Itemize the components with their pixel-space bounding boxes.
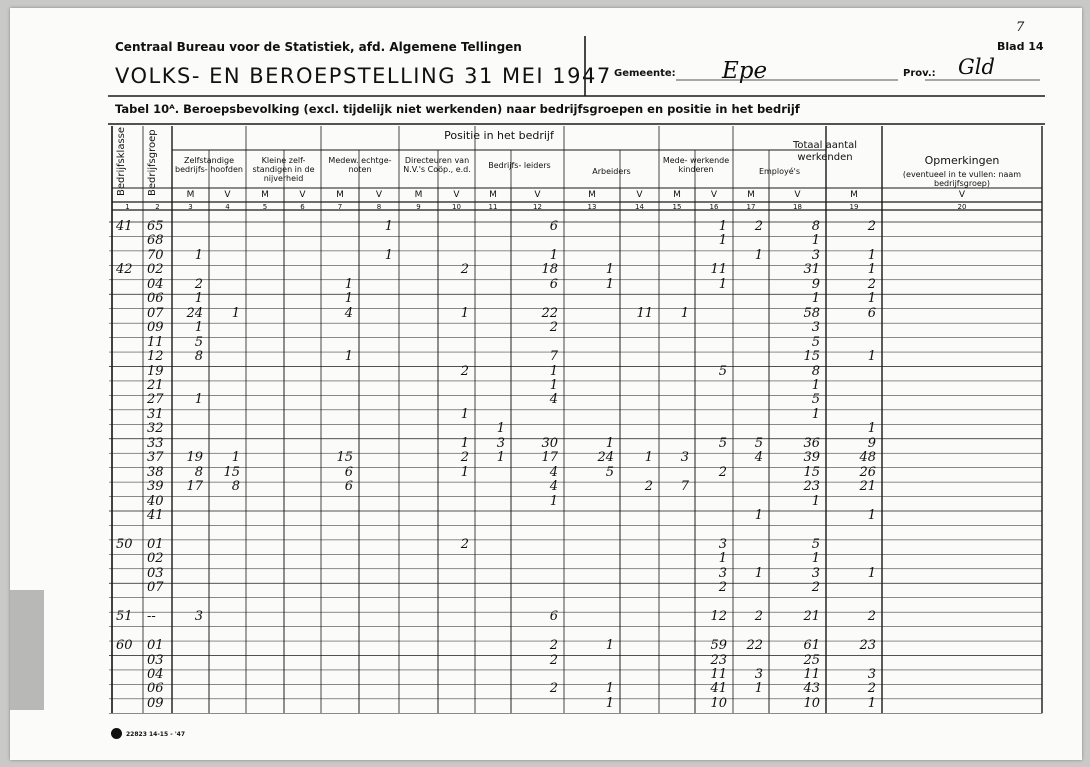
table-cell: 1 xyxy=(811,377,820,393)
table-cell: 1 xyxy=(344,349,353,365)
v-label: V xyxy=(299,190,306,200)
bedrijfsgroep-value: 06 xyxy=(147,291,164,307)
table-cell: 1 xyxy=(460,435,469,451)
bedrijfsgroep-value: 65 xyxy=(147,219,164,234)
table-cell: 2 xyxy=(460,262,469,278)
bedrijfsgroep-value: 33 xyxy=(147,435,164,451)
positie-header: Positie in het bedrijf xyxy=(444,129,554,142)
table-cell: 1 xyxy=(811,291,820,307)
bureau-line: Centraal Bureau voor de Statistiek, afd. Algemene Tellingen xyxy=(115,40,522,54)
table-cell: 9 xyxy=(811,276,820,292)
table-cell: 22 xyxy=(746,638,763,654)
table-cell: 11 xyxy=(710,262,727,278)
table-cell: 2 xyxy=(460,450,469,466)
table-cell: 3 xyxy=(811,565,820,581)
v-label: V xyxy=(375,190,383,200)
table-cell: 43 xyxy=(803,681,820,697)
table-cell: 1 xyxy=(344,291,353,307)
table-title: Tabel 10ᴬ. Beroepsbevolking (excl. tijdelijk niet werkenden) naar bedrijfsgroepen en positie in het bedrijf xyxy=(115,102,800,116)
bedrijfsgroep-value: 09 xyxy=(147,320,164,336)
table-cell: 25 xyxy=(803,652,820,668)
table-cell: 15 xyxy=(336,450,353,466)
print-code: 22823 14-15 - '47 xyxy=(126,731,186,738)
bedrijfsklasse-value: 42 xyxy=(116,262,133,278)
table-cell: 2 xyxy=(867,681,876,697)
v-label: V xyxy=(710,190,718,200)
table-cell: 2 xyxy=(867,609,876,625)
v-label: V xyxy=(453,190,460,200)
m-label: M xyxy=(850,190,858,200)
bedrijfsgroep-value: 40 xyxy=(147,493,164,509)
table-cell: 41 xyxy=(710,681,727,697)
employes-header: Employé's xyxy=(758,167,801,176)
table-cell: 2 xyxy=(867,219,876,234)
bedrijfsgroep-value: 19 xyxy=(147,363,164,379)
table-cell: 1 xyxy=(549,363,558,379)
column-number: 4 xyxy=(225,203,230,211)
table-cell: 10 xyxy=(710,695,727,711)
bedrijfsklasse-value: 50 xyxy=(116,536,133,552)
table-cell: 2 xyxy=(460,536,469,552)
table-cell: 15 xyxy=(803,349,820,365)
m-label: M xyxy=(261,190,269,200)
table-cell: 1 xyxy=(718,233,727,249)
table-cell: 6 xyxy=(344,479,353,495)
table-cell: 6 xyxy=(549,276,558,292)
table-cell: 2 xyxy=(754,609,763,625)
v-label: V xyxy=(534,190,541,200)
table-cell: 1 xyxy=(718,551,727,567)
table-cell: 36 xyxy=(803,435,820,451)
arbeiders-header: Arbeiders xyxy=(592,167,631,176)
table-cell: 18 xyxy=(541,262,558,278)
table-cell: 4 xyxy=(549,392,558,408)
table-cell: 6 xyxy=(549,219,558,234)
table-cell: 1 xyxy=(867,695,876,711)
table-cell: 5 xyxy=(754,435,763,451)
table-cell: 11 xyxy=(710,666,727,682)
m-label: M xyxy=(588,190,596,200)
kleine-header: Kleine zelf- standigen in de nijverheid xyxy=(252,156,315,183)
table-cell: 3 xyxy=(718,565,727,581)
bedrijfsgroep-value: 70 xyxy=(147,247,164,263)
bedrijfsgroep-value: 04 xyxy=(147,276,164,292)
bedrijfsgroep-value: 09 xyxy=(147,695,164,711)
table-cell: 1 xyxy=(194,320,203,336)
table-cell: 1 xyxy=(460,464,469,480)
table-cell: 5 xyxy=(605,464,614,480)
m-label: M xyxy=(186,190,195,200)
bedrijfsgroep-value: 32 xyxy=(147,421,164,437)
table-cell: 2 xyxy=(644,479,653,495)
table-cell: 22 xyxy=(541,305,558,321)
bedrijfsgroep-value: 21 xyxy=(147,377,164,393)
bedrijfsgroep-value: 27 xyxy=(147,392,164,408)
column-number: 7 xyxy=(337,203,343,211)
bedrijfsgroep-value: 41 xyxy=(147,508,164,523)
table-cell: 1 xyxy=(680,305,689,321)
bedrijfsgroep-value: 07 xyxy=(147,580,164,596)
table-cell: 5 xyxy=(718,363,727,379)
table-cell: 1 xyxy=(754,247,763,263)
census-title: VOLKS- EN BEROEPSTELLING 31 MEI 1947 xyxy=(115,64,612,88)
gemeente-label: Gemeente: xyxy=(614,68,676,79)
m-label: M xyxy=(747,190,755,200)
bedrijfsklasse-value: 51 xyxy=(116,609,133,625)
table-cell: 48 xyxy=(859,450,876,466)
totaal-header: Totaal aantal werkenden xyxy=(792,140,858,163)
table-cell: 4 xyxy=(549,464,558,480)
gemeente-value: Epe xyxy=(722,58,768,84)
column-number: 16 xyxy=(709,203,719,211)
bedrijfsgroep-value: 39 xyxy=(147,479,164,495)
prov-value: Gld xyxy=(958,55,995,79)
table-cell: 21 xyxy=(803,609,820,625)
bedrijfsgroep-value: 31 xyxy=(147,406,164,422)
table-cell: 3 xyxy=(194,609,203,625)
bedrijfsgroep-value: 03 xyxy=(147,652,164,668)
table-cell: 1 xyxy=(867,291,876,307)
table-cell: 1 xyxy=(194,247,203,263)
bedrijfsgroep-value: 68 xyxy=(147,233,164,249)
table-cell: 2 xyxy=(549,638,558,654)
table-cell: 6 xyxy=(867,305,876,321)
table-cell: 1 xyxy=(605,276,614,292)
table-cell: 31 xyxy=(803,262,820,278)
column-number: 2 xyxy=(155,203,160,211)
bedrijfsgroep-value: -- xyxy=(147,609,156,625)
table-cell: 4 xyxy=(754,450,763,466)
table-cell: 11 xyxy=(803,666,820,682)
table-cell: 39 xyxy=(803,450,820,466)
blad-mark: 7 xyxy=(1016,20,1025,35)
table-cell: 1 xyxy=(811,493,820,509)
column-number: 6 xyxy=(300,203,305,211)
column-number: 17 xyxy=(746,203,756,211)
table-cell: 2 xyxy=(867,276,876,292)
bedrijfsgroep-value: 12 xyxy=(147,349,164,365)
bedrijfsgroep-value: 37 xyxy=(147,450,164,466)
column-number: 9 xyxy=(416,203,421,211)
table-cell: 8 xyxy=(231,479,240,495)
table-cell: 4 xyxy=(344,305,353,321)
table-cell: 2 xyxy=(811,580,820,596)
table-cell: 10 xyxy=(803,695,820,711)
table-cell: 21 xyxy=(859,479,876,495)
table-cell: 2 xyxy=(718,580,727,596)
table-cell: 1 xyxy=(867,262,876,278)
table-cell: 3 xyxy=(680,450,689,466)
table-cell: 7 xyxy=(549,349,558,365)
m-label: M xyxy=(489,190,497,200)
printer-logo-icon xyxy=(111,728,122,739)
table-cell: 1 xyxy=(754,508,763,523)
v-label: V xyxy=(224,190,231,200)
table-cell: 30 xyxy=(541,435,558,451)
table-cell: 1 xyxy=(194,392,203,408)
bedrijfsklasse-header: Bedrijfsklasse xyxy=(116,126,127,196)
table-cell: 58 xyxy=(803,305,820,321)
table-cell: 17 xyxy=(541,450,558,466)
table-cell: 8 xyxy=(194,464,203,480)
table-cell: 1 xyxy=(867,247,876,263)
table-cell: 8 xyxy=(811,363,820,379)
table-cell: 2 xyxy=(194,276,203,292)
table-cell: 1 xyxy=(644,450,653,466)
column-number: 20 xyxy=(957,203,967,211)
bedrijfsgroep-value: 02 xyxy=(147,262,164,278)
m-label: M xyxy=(673,190,681,200)
bedrijfsgroep-value: 04 xyxy=(147,666,164,682)
table-cell: 9 xyxy=(867,435,876,451)
table-cell: 2 xyxy=(549,320,558,336)
table-cell: 1 xyxy=(867,349,876,365)
table-cell: 1 xyxy=(194,291,203,307)
table-cell: 1 xyxy=(384,219,393,234)
table-cell: 3 xyxy=(754,666,763,682)
bedrijfsgroep-value: 01 xyxy=(147,638,164,654)
prov-label: Prov.: xyxy=(903,68,936,79)
bedrijfsgroep-header: Bedrijfsgroep xyxy=(147,129,158,196)
table-cell: 12 xyxy=(710,609,727,625)
table-cell: 1 xyxy=(460,406,469,422)
table-cell: 17 xyxy=(186,479,203,495)
bedrijfsgroep-value: 07 xyxy=(147,305,164,321)
table-cell: 5 xyxy=(811,536,820,552)
table-cell: 4 xyxy=(549,479,558,495)
table-cell: 1 xyxy=(605,262,614,278)
table-cell: 11 xyxy=(636,305,653,321)
table-cell: 1 xyxy=(718,219,727,234)
bedrijfsgroep-value: 02 xyxy=(147,551,164,567)
table-cell: 24 xyxy=(597,450,614,466)
table-cell: 1 xyxy=(549,247,558,263)
table-cell: 23 xyxy=(803,479,820,495)
v-label: V xyxy=(958,190,966,200)
bedrijfsgroep-value: 06 xyxy=(147,681,164,697)
table-cell: 59 xyxy=(710,638,727,654)
table-cell: 1 xyxy=(867,565,876,581)
column-number: 15 xyxy=(672,203,682,211)
opmerkingen-header: Opmerkingen xyxy=(924,154,1000,167)
table-cell: 1 xyxy=(231,305,240,321)
column-number: 18 xyxy=(793,203,802,211)
table-cell: 2 xyxy=(549,681,558,697)
table-cell: 5 xyxy=(194,334,203,350)
table-cell: 2 xyxy=(549,652,558,668)
table-cell: 8 xyxy=(194,349,203,365)
table-cell: 3 xyxy=(811,320,820,336)
bedrijfsklasse-value: 60 xyxy=(116,638,133,654)
bedrijfsleiders-header: Bedrijfs- leiders xyxy=(488,161,551,170)
column-number: 1 xyxy=(125,203,130,211)
opmerkingen-sub-header: (eventueel in te vullen: naam bedrijfsgroep) xyxy=(902,170,1022,188)
table-cell: 1 xyxy=(344,276,353,292)
column-number: 19 xyxy=(849,203,859,211)
v-label: V xyxy=(794,190,801,200)
table-cell: 1 xyxy=(718,276,727,292)
table-cell: 26 xyxy=(859,464,876,480)
bedrijfsgroep-value: 01 xyxy=(147,536,164,552)
column-number: 5 xyxy=(262,203,268,211)
table-cell: 23 xyxy=(710,652,727,668)
table-cell: 1 xyxy=(811,406,820,422)
medew-header: Medew. echtge- noten xyxy=(328,156,392,174)
table-cell: 5 xyxy=(811,392,820,408)
column-number: 14 xyxy=(635,203,644,211)
column-number: 8 xyxy=(376,203,382,211)
column-number: 3 xyxy=(188,203,193,211)
table-cell: 1 xyxy=(811,233,820,249)
table-cell: 7 xyxy=(680,479,689,495)
table-cell: 8 xyxy=(811,219,820,234)
column-number: 10 xyxy=(452,203,461,211)
column-number: 13 xyxy=(587,203,597,211)
table-cell: 2 xyxy=(718,464,727,480)
bedrijfsgroep-value: 38 xyxy=(147,464,164,480)
table-cell: 1 xyxy=(460,305,469,321)
bedrijfsgroep-value: 03 xyxy=(147,565,164,581)
table-cell: 15 xyxy=(223,464,240,480)
table-cell: 1 xyxy=(867,508,876,523)
table-cell: 1 xyxy=(496,450,505,466)
table-cell: 1 xyxy=(605,695,614,711)
table-cell: 2 xyxy=(754,219,763,234)
table-cell: 2 xyxy=(460,363,469,379)
table-cell: 61 xyxy=(803,638,820,654)
column-number: 11 xyxy=(488,203,498,211)
table-cell: 5 xyxy=(718,435,727,451)
table-cell: 1 xyxy=(549,377,558,393)
column-number: 12 xyxy=(533,203,542,211)
table-cell: 1 xyxy=(605,638,614,654)
table-cell: 1 xyxy=(754,565,763,581)
table-cell: 1 xyxy=(549,493,558,509)
table-cell: 1 xyxy=(811,551,820,567)
zelfstandige-header: Zelfstandige bedrijfs- hoofden xyxy=(175,156,243,174)
directeuren-header: Directeuren van N.V.'s Coöp., e.d. xyxy=(403,156,471,174)
v-label: V xyxy=(636,190,643,200)
table-cell: 3 xyxy=(811,247,820,263)
table-cell: 23 xyxy=(859,638,876,654)
table-cell: 3 xyxy=(867,666,876,682)
table-cell: 1 xyxy=(605,435,614,451)
m-label: M xyxy=(414,190,423,200)
table-cell: 1 xyxy=(867,421,876,437)
table-cell: 6 xyxy=(344,464,353,480)
table-cell: 5 xyxy=(811,334,820,350)
bedrijfsklasse-value: 41 xyxy=(116,219,133,234)
table-cell: 24 xyxy=(186,305,203,321)
table-cell: 1 xyxy=(384,247,393,263)
m-label: M xyxy=(336,190,344,200)
table-cell: 15 xyxy=(803,464,820,480)
table-cell: 19 xyxy=(186,450,203,466)
blad-label: Blad 14 xyxy=(997,40,1044,53)
table-cell: 3 xyxy=(718,536,727,552)
table-cell: 3 xyxy=(496,435,505,451)
table-cell: 1 xyxy=(605,681,614,697)
table-cell: 1 xyxy=(496,421,505,437)
bedrijfsgroep-value: 11 xyxy=(147,334,164,350)
table-cell: 6 xyxy=(549,609,558,625)
medewerkende-header: Mede- werkende kinderen xyxy=(662,156,730,174)
table-cell: 1 xyxy=(754,681,763,697)
table-cell: 1 xyxy=(231,450,240,466)
